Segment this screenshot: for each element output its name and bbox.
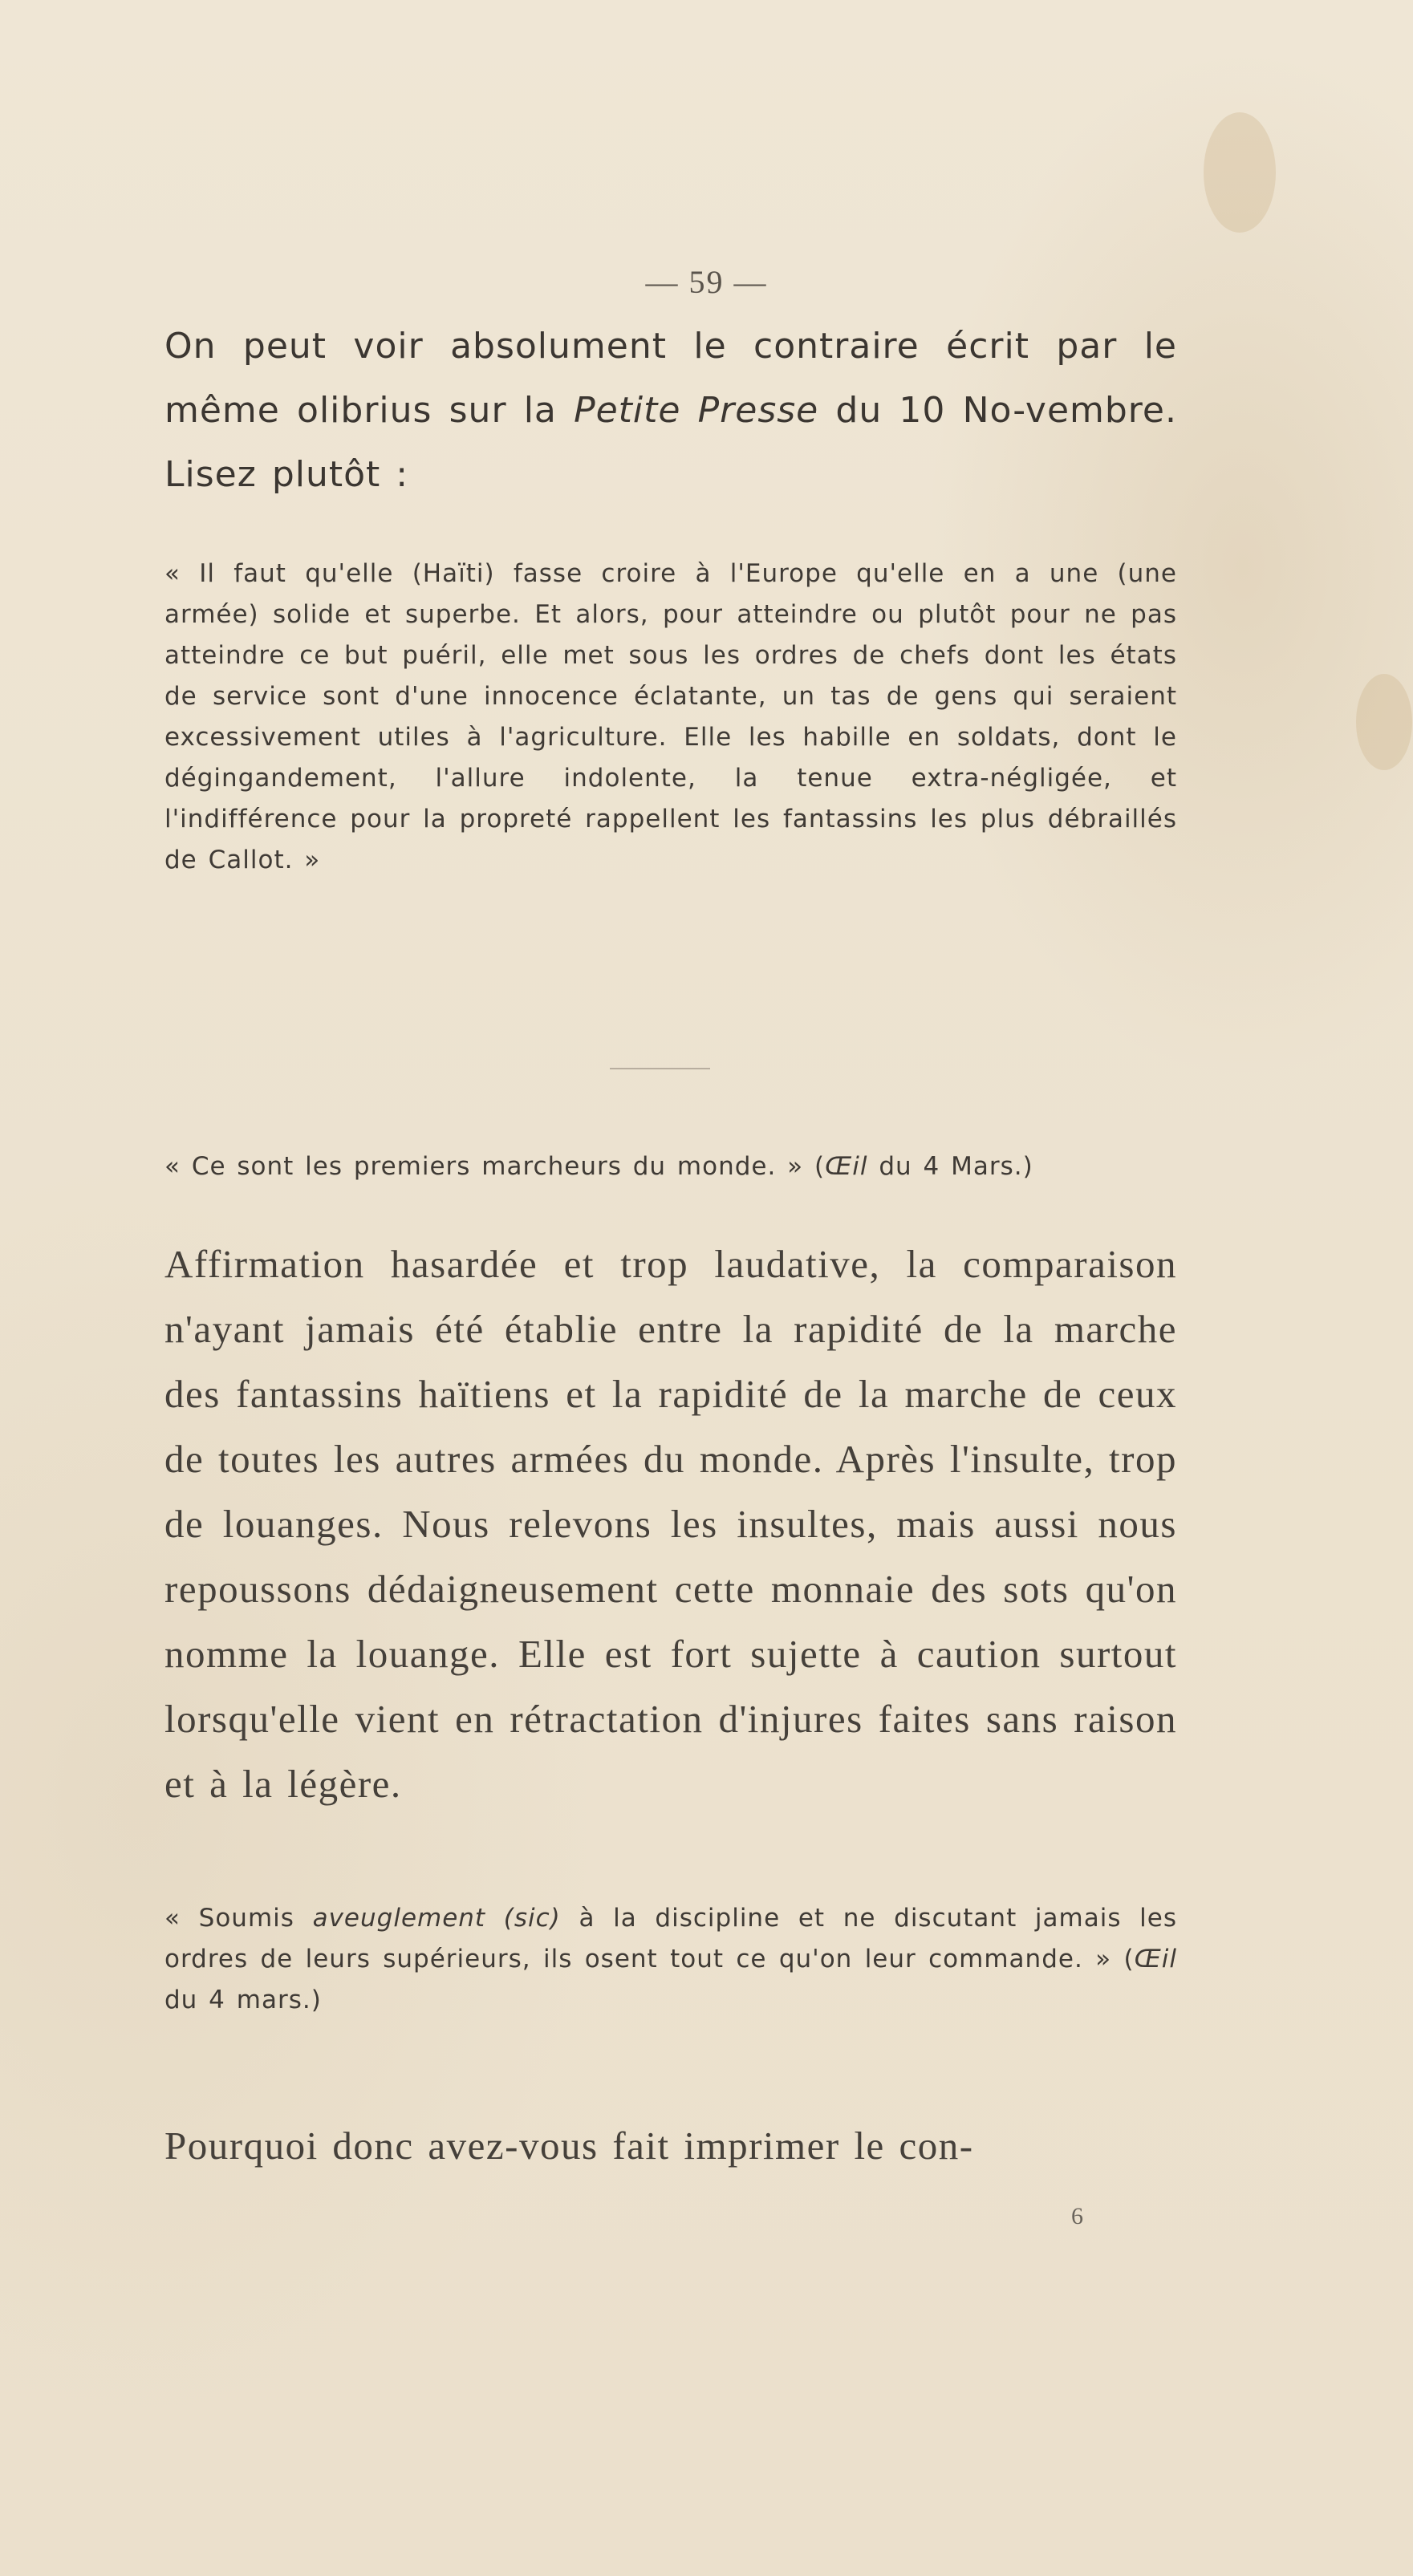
quote-oeil-marcheurs	[164, 1146, 1177, 1187]
separator-rule	[610, 1068, 710, 1069]
paper-stain	[1356, 674, 1412, 770]
newspaper-title: Petite Presse	[574, 390, 819, 431]
quote-emphasis: aveuglement (sic)	[312, 1904, 561, 1933]
quote-source: Œil	[825, 1152, 868, 1181]
quote-source: Œil	[1134, 1945, 1177, 1974]
paragraph-pourquoi: Pourquoi donc avez-vous fait imprimer le con-	[164, 2124, 974, 2168]
quote-petite-presse: « Il faut qu'elle (Haïti) fasse croire à l'Europe qu'elle en a une (une armée) solide et superbe. Et alors, pour atteindre ou plutôt pour ne pas atteindre ce but puéril, elle met sous les ordres de chefs dont les états de service sont d'une innocence éclatante, un tas de gens qui seraient excessivement utiles à l'agriculture. Elle les habille en soldats, dont le dégingandement, l'allure indolente, la tenue extra-négligée, et l'indifférence pour la propreté rappellent les fantassins les plus débraillés de Callot. »	[164, 559, 1177, 874]
paragraph-affirmation: Affirmation hasardée et trop laudative, la comparaison n'ayant jamais été établie entre la rapidité de la marche des fantassins haïtiens et la rapidité de la marche de ceux de toutes les autres armées du monde. Après l'insulte, trop de louanges. Nous relevons les insultes, mais aussi nous repoussons dédaigneusement cette monnaie des sots qu'on nomme la louange. Elle est fort sujette à caution surtout lorsqu'elle vient en rétractation d'injures faites sans raison et à la légère.	[164, 1242, 1177, 1806]
signature-mark: 6	[1071, 2203, 1083, 2229]
paragraph-intro-text: On peut voir absolument le contraire écrit par le même olibrius sur la	[164, 326, 1177, 431]
quote-text: « Ce sont les premiers marcheurs du monde. » (	[164, 1152, 826, 1181]
quote-text: « Soumis	[164, 1904, 313, 1933]
paper-stain	[1204, 112, 1276, 233]
quote-date: du 4 mars.)	[164, 1986, 322, 2014]
paragraph-intro	[164, 314, 1177, 507]
quote-text-continued: à la discipline et ne discutant jamais les ordres de leurs supérieurs, ils osent tout ce qu'on leur commande. » (	[164, 1904, 1177, 1974]
page-number: — 59 —	[645, 264, 768, 300]
quote-date: du 4 Mars.)	[867, 1152, 1033, 1181]
quote-oeil-soumis	[164, 1898, 1177, 2021]
paragraph-intro-end: du 10 No-vembre. Lisez plutôt :	[164, 390, 1177, 495]
